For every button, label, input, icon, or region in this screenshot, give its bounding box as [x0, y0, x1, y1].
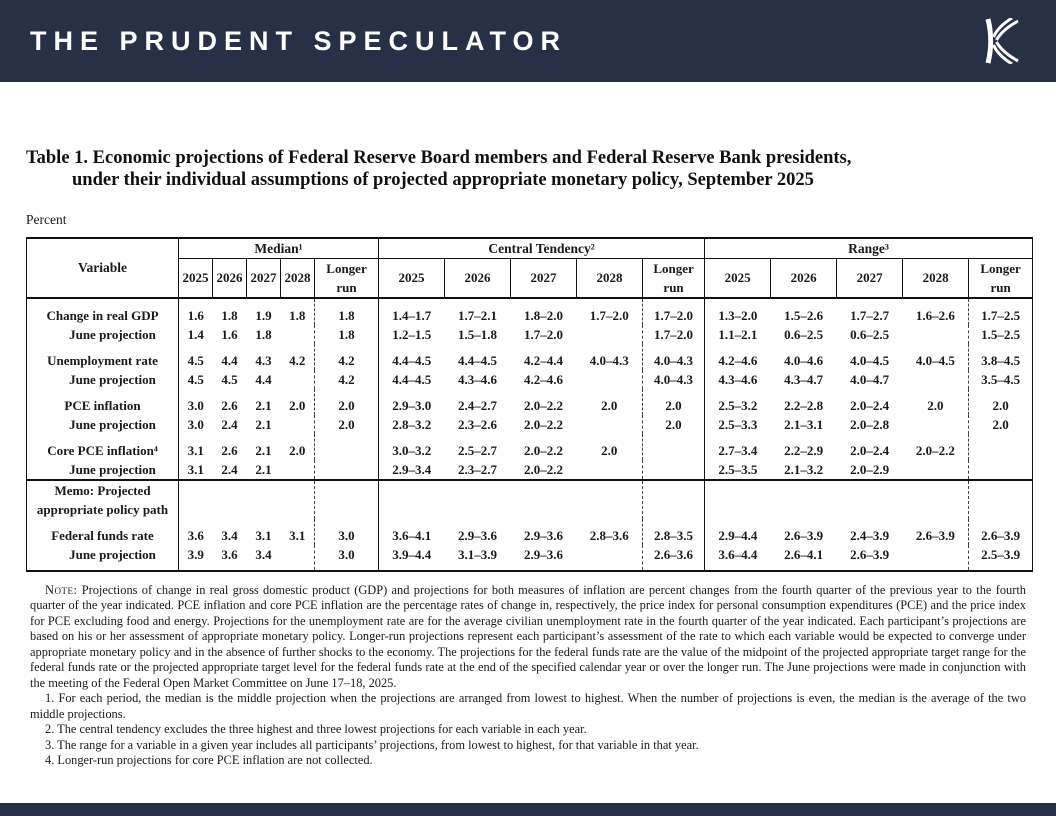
cell: 2.0	[927, 397, 944, 413]
table-row	[27, 460, 1033, 480]
note-paragraph	[30, 583, 1026, 692]
cell: 2.5–3.9	[969, 545, 1033, 571]
cell: 4.0–4.6	[784, 352, 824, 368]
cell	[281, 460, 315, 480]
cell: 4.4	[221, 352, 238, 368]
cell: 2.0	[315, 389, 379, 415]
cell: 4.0–4.5	[915, 352, 955, 368]
footer-bar	[0, 803, 1056, 816]
cell: 2.0–2.2	[524, 442, 564, 458]
note-body: Projections of change in real gross domestic product (GDP) and projections for both measures of inflation are percent changes from the fourth quarter of the previous year to the fourth quarter of the year indicated. PCE inflation and core PCE inflation are the percentage rates of change in, respectively, the price index for personal consumption expenditures (PCE) and the price index for PCE excluding food and energy. Projections for the unemployment rate are for the average civilian unemployment rate in the fourth quarter of the year indicated. Each participant’s projections are based on his or her assessment of appropriate monetary policy. Longer-run projections represent each participant’s assessment of the rate to which each variable would be expected to converge under appropriate monetary policy and in the absence of further shocks to the economy. The projections for the federal funds rate are the value of the midpoint of the projected appropriate target range for the federal funds rate or the projected appropriate target level for the federal funds rate at the end of the specified calendar year or over the longer run. The June projections were made in conjunction with the meeting of the Federal Open Market Committee on June 17–18, 2025.	[30, 582, 1026, 690]
cell	[577, 480, 643, 519]
cell: 2.0–2.2	[524, 397, 564, 413]
row-label: June projection	[69, 326, 156, 342]
cell: 1.8–2.0	[524, 307, 564, 323]
row-label: Federal funds rate	[51, 527, 154, 543]
cell	[281, 480, 315, 519]
cell	[903, 370, 969, 389]
table-row	[27, 545, 1033, 571]
cell	[213, 480, 247, 519]
cell	[577, 545, 643, 571]
cell: 3.0–3.2	[379, 434, 445, 460]
row-label: Change in real GDP	[46, 307, 159, 323]
year-header: 2026	[771, 258, 837, 298]
cell: 3.1	[255, 527, 272, 543]
cell: 4.3–4.6	[705, 370, 771, 389]
kovitz-k-logo-icon	[982, 18, 1020, 64]
year-header: 2028	[281, 258, 315, 298]
row-label: June projection	[69, 416, 156, 432]
table-row	[27, 370, 1033, 389]
cell: 1.4–1.7	[379, 298, 445, 325]
cell: 2.1–3.2	[784, 461, 824, 477]
cell: 1.7–2.0	[589, 307, 629, 323]
row-label: PCE inflation	[64, 397, 141, 413]
range-group-header: Range³	[705, 238, 1033, 259]
table-title-line2: under their individual assumptions of projected appropriate monetary policy, September 2025	[72, 169, 814, 190]
cell: 4.4–4.5	[379, 344, 445, 370]
cell	[315, 460, 379, 480]
cell: 3.6–4.4	[705, 545, 771, 571]
year-header: 2026	[445, 258, 511, 298]
table-row	[27, 344, 1033, 370]
brand-title: THE PRUDENT SPECULATOR	[30, 25, 568, 56]
cell: 3.6	[179, 519, 213, 545]
table-row	[27, 389, 1033, 415]
cell: 4.0–4.3	[643, 370, 705, 389]
cell: 1.1–2.1	[705, 325, 771, 344]
table-notes	[30, 583, 1026, 769]
cell: 1.8	[289, 307, 306, 323]
cell	[281, 370, 315, 389]
cell: 3.1–3.9	[458, 546, 498, 562]
cell: 3.1	[179, 434, 213, 460]
economic-projections-table	[26, 237, 1033, 572]
cell: 4.2–4.4	[524, 352, 564, 368]
cell	[315, 434, 379, 460]
cell	[577, 370, 643, 389]
cell: 2.3–2.6	[458, 416, 498, 432]
table-title-line1: Table 1. Economic projections of Federal Reserve Board members and Federal Reserve Bank presidents,	[26, 148, 852, 168]
footnote-2: 2. The central tendency excludes the three highest and three lowest projections for each variable in each year.	[45, 722, 587, 737]
cell: 3.1	[179, 460, 213, 480]
central-tendency-group-header: Central Tendency²	[379, 238, 705, 259]
cell: 2.1–3.1	[784, 416, 824, 432]
cell: 2.0–2.8	[850, 416, 890, 432]
cell	[903, 545, 969, 571]
cell	[903, 415, 969, 434]
cell: 4.4	[255, 371, 272, 387]
cell: 1.7–2.7	[850, 307, 890, 323]
table-row	[27, 325, 1033, 344]
cell	[577, 460, 643, 480]
table-row	[27, 434, 1033, 460]
cell: 2.5–3.2	[705, 389, 771, 415]
cell: 4.4–4.5	[458, 352, 498, 368]
cell	[903, 480, 969, 519]
year-header: 2025	[705, 258, 771, 298]
cell: 0.6–2.5	[784, 326, 824, 342]
cell	[247, 480, 281, 519]
cell: 2.4	[221, 416, 238, 432]
cell: 2.5–2.7	[458, 442, 498, 458]
cell: 2.0–2.2	[524, 416, 564, 432]
cell: 2.6–3.9	[784, 527, 824, 543]
cell: 1.3–2.0	[705, 298, 771, 325]
cell: 2.4	[221, 461, 238, 477]
cell	[969, 434, 1033, 460]
cell: 1.8	[315, 298, 379, 325]
cell: 1.8	[255, 326, 272, 342]
year-header: 2028	[577, 258, 643, 298]
cell: 4.0–4.3	[643, 344, 705, 370]
cell: 1.8	[221, 307, 238, 323]
cell: 1.6–2.6	[915, 307, 955, 323]
cell: 4.4–4.5	[379, 370, 445, 389]
variable-column-header: Variable	[27, 238, 179, 298]
footnote-3: 3. The range for a variable in a given year includes all participants’ projections, from lowest to highest, for that variable in that year.	[45, 737, 699, 752]
cell: 3.4	[255, 546, 272, 562]
cell: 2.0–2.4	[850, 442, 890, 458]
year-header: Longer run	[643, 258, 705, 298]
cell: 2.1	[255, 461, 272, 477]
cell	[445, 480, 511, 519]
cell	[643, 434, 705, 460]
row-label: June projection	[69, 371, 156, 387]
footnote-1: 1. For each period, the median is the middle projection when the projections are arranged from lowest to highest. When the number of projections is even, the median is the average of the two middle projections.	[30, 691, 1026, 721]
cell	[281, 545, 315, 571]
year-header: 2028	[903, 258, 969, 298]
note-label: Note:	[45, 582, 78, 597]
cell: 3.0	[179, 389, 213, 415]
cell: 4.2	[315, 344, 379, 370]
cell	[577, 325, 643, 344]
cell: 1.6	[179, 298, 213, 325]
row-label: Core PCE inflation⁴	[47, 442, 158, 458]
cell: 3.0	[315, 545, 379, 571]
header-group-row	[27, 238, 1033, 259]
cell: 3.5–4.5	[969, 370, 1033, 389]
cell	[643, 460, 705, 480]
table-row	[27, 519, 1033, 545]
cell: 2.9–3.0	[379, 389, 445, 415]
cell: 2.9–3.4	[379, 460, 445, 480]
unit-label: Percent	[26, 211, 67, 227]
row-label: June projection	[69, 546, 156, 562]
cell: 1.7–2.0	[643, 325, 705, 344]
cell: 4.2–4.6	[524, 371, 564, 387]
cell: 2.2–2.9	[784, 442, 824, 458]
cell: 2.6–3.9	[915, 527, 955, 543]
cell: 2.4–3.9	[850, 527, 890, 543]
year-header: Longer run	[969, 258, 1033, 298]
cell: 2.9–3.6	[458, 527, 498, 543]
cell: 2.0–2.2	[915, 442, 955, 458]
cell: 1.5–2.5	[969, 325, 1033, 344]
cell: 3.6	[221, 546, 238, 562]
table-title	[26, 148, 1030, 192]
year-header: 2025	[379, 258, 445, 298]
row-label: June projection	[69, 461, 156, 477]
brand-header-bar	[0, 0, 1056, 82]
cell: 3.0	[179, 415, 213, 434]
cell: 2.6–4.1	[784, 546, 824, 562]
cell: 2.4–2.7	[458, 397, 498, 413]
cell: 2.5–3.3	[705, 415, 771, 434]
cell: 1.7–2.1	[458, 307, 498, 323]
memo-row	[27, 480, 1033, 519]
cell: 2.0	[601, 397, 618, 413]
cell: 2.8–3.6	[589, 527, 629, 543]
cell: 2.0	[315, 415, 379, 434]
cell	[511, 480, 577, 519]
cell: 2.9–4.4	[705, 519, 771, 545]
year-header: 2027	[511, 258, 577, 298]
table-row	[27, 298, 1033, 325]
cell: 2.0	[643, 415, 705, 434]
cell: 3.0	[315, 519, 379, 545]
cell	[837, 480, 903, 519]
cell: 3.8–4.5	[969, 344, 1033, 370]
cell: 3.1	[289, 527, 306, 543]
year-header: Longer run	[315, 258, 379, 298]
cell: 2.2–2.8	[784, 397, 824, 413]
cell: 4.2	[289, 352, 306, 368]
year-header: 2026	[213, 258, 247, 298]
cell: 2.5–3.5	[705, 460, 771, 480]
cell: 3.4	[221, 527, 238, 543]
cell: 4.2	[315, 370, 379, 389]
cell: 1.7–2.5	[969, 298, 1033, 325]
cell	[281, 415, 315, 434]
cell: 1.7–2.0	[524, 326, 564, 342]
cell: 2.1	[255, 442, 272, 458]
cell: 3.6–4.1	[379, 519, 445, 545]
cell: 0.6–2.5	[850, 326, 890, 342]
cell: 2.8–3.2	[379, 415, 445, 434]
cell: 2.9–3.6	[524, 527, 564, 543]
row-label: Unemployment rate	[47, 352, 158, 368]
cell: 3.9–4.4	[379, 545, 445, 571]
cell: 1.9	[255, 307, 272, 323]
cell	[903, 460, 969, 480]
cell	[179, 480, 213, 519]
cell: 2.6–3.6	[643, 545, 705, 571]
year-header: 2027	[247, 258, 281, 298]
cell: 2.1	[255, 416, 272, 432]
cell: 1.4	[179, 325, 213, 344]
cell: 2.0	[969, 389, 1033, 415]
cell: 4.3	[255, 352, 272, 368]
cell: 2.8–3.5	[643, 519, 705, 545]
cell: 2.0–2.9	[850, 461, 890, 477]
cell: 4.0–4.7	[850, 371, 890, 387]
cell: 2.9–3.6	[524, 546, 564, 562]
cell: 1.7–2.0	[643, 298, 705, 325]
cell: 4.5	[221, 371, 238, 387]
cell: 1.2–1.5	[379, 325, 445, 344]
cell	[903, 325, 969, 344]
cell: 4.3–4.6	[458, 371, 498, 387]
cell: 2.7–3.4	[705, 434, 771, 460]
cell: 2.0–2.4	[850, 397, 890, 413]
cell: 2.0	[289, 397, 306, 413]
cell: 1.5–1.8	[458, 326, 498, 342]
cell: 2.0–2.2	[524, 461, 564, 477]
cell: 4.3–4.7	[784, 371, 824, 387]
cell	[315, 480, 379, 519]
cell: 1.8	[315, 325, 379, 344]
cell: 3.9	[179, 545, 213, 571]
median-group-header: Median¹	[179, 238, 379, 259]
cell: 2.3–2.7	[458, 461, 498, 477]
year-header: 2025	[179, 258, 213, 298]
cell: 4.0–4.3	[589, 352, 629, 368]
cell	[379, 480, 445, 519]
cell: 4.0–4.5	[850, 352, 890, 368]
cell: 2.0	[289, 442, 306, 458]
cell	[281, 325, 315, 344]
cell: 1.5–2.6	[784, 307, 824, 323]
cell: 2.0	[643, 389, 705, 415]
cell: 4.5	[179, 344, 213, 370]
cell	[577, 415, 643, 434]
cell	[969, 460, 1033, 480]
cell: 2.6	[221, 397, 238, 413]
document-body	[0, 82, 1056, 769]
cell	[643, 480, 705, 519]
cell: 4.5	[179, 370, 213, 389]
footnote-4: 4. Longer-run projections for core PCE inflation are not collected.	[45, 753, 373, 768]
table-row	[27, 415, 1033, 434]
cell: 2.6–3.9	[850, 546, 890, 562]
cell: 2.0	[969, 415, 1033, 434]
cell: 2.6	[221, 442, 238, 458]
cell	[771, 480, 837, 519]
cell	[705, 480, 771, 519]
cell	[969, 480, 1033, 519]
cell: 2.6–3.9	[969, 519, 1033, 545]
cell: 1.6	[221, 326, 238, 342]
cell: 2.1	[255, 397, 272, 413]
cell: 2.0	[601, 442, 618, 458]
row-label: Memo: Projected appropriate policy path	[27, 480, 179, 519]
cell: 4.2–4.6	[705, 344, 771, 370]
year-header: 2027	[837, 258, 903, 298]
